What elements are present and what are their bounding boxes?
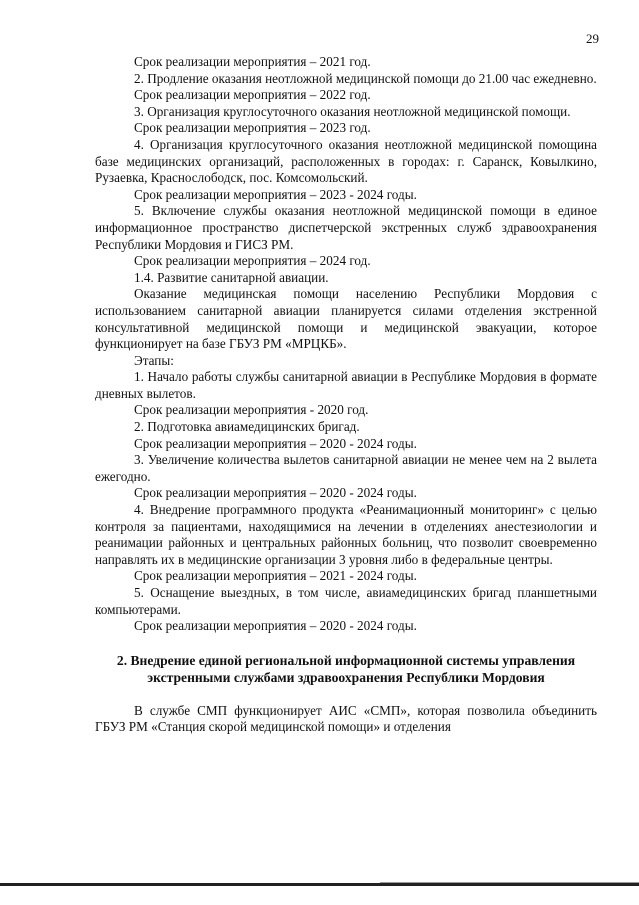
paragraph: Срок реализации мероприятия – 2023 - 2024 годы. [134,186,417,202]
paragraph: 5. Включение службы оказания неотложной медицинской помощи в единое информационное пространство диспетчерской экстренных служб здравоохранения Республики Мордовия и ГИСЗ РМ. [95,203,597,252]
paragraph: Срок реализации мероприятия – 2021 год. [134,54,371,69]
document-body [95,54,597,736]
paragraph: В службе СМП функционирует АИС «СМП», которая позволила объединить ГБУЗ РМ «Станция скорой медицинской помощи» и отделения [95,702,597,735]
paragraph: Срок реализации мероприятия – 2021 - 2024 годы. [134,568,417,584]
page-number: 29 [586,31,599,46]
paragraph: Срок реализации мероприятия – 2020 - 2024 годы. [134,485,417,501]
section-heading: 2. Внедрение единой региональной информационной системы управления экстренными службами здравоохранения Республики Мордовия [116,652,576,686]
paragraph: Оказание медицинская помощи населению Республики Мордовия с использованием санитарной авиации планируется силами отделения экстренной консультативной медицинской помощи и медицинской эвакуации, которое функционирует на базе ГБУЗ РМ «МРЦКБ». [95,286,597,352]
stages-label: Этапы: [134,352,174,368]
paragraph: Срок реализации мероприятия - 2020 год. [134,402,369,418]
paragraph: 4. Организация круглосуточного оказания неотложной медицинской помощина базе медицинских организаций, расположенных в городах: г. Саранск, Ковылкино, Рузаевка, Краснослободск, пос. Комсомольский. [95,136,597,186]
subsection-title: 1.4. Развитие санитарной авиации. [134,269,329,285]
paragraph: 3. Увеличение количества вылетов санитарной авиации не менее чем на 2 вылета ежегодно. [95,452,597,484]
paragraph: 1. Начало работы службы санитарной авиации в Республике Мордовия в формате дневных вылетов. [95,369,597,401]
paragraph: Срок реализации мероприятия – 2024 год. [134,253,371,269]
paragraph: Срок реализации мероприятия – 2020 - 2024 годы. [134,435,417,451]
spacer [95,635,597,652]
paragraph: 2. Подготовка авиамедицинских бригад. [134,419,360,435]
paragraph: Срок реализации мероприятия – 2022 год. [134,87,371,103]
paragraph: Срок реализации мероприятия – 2023 год. [134,120,371,136]
paragraph: 3. Организация круглосуточного оказания неотложной медицинской помощи. [134,103,571,119]
paragraph: 5. Оснащение выездных, в том числе, авиамедицинских бригад планшетными компьютерами. [95,585,597,617]
paragraph: Срок реализации мероприятия – 2020 - 2024 годы. [134,618,417,634]
paragraph: 4. Внедрение программного продукта «Реанимационный мониторинг» с целью контроля за пациентами, находящимися на лечении в отделениях анестезиологии и реанимации районных и центральных районных больниц, что позволит своевременно направлять их в медицинские организации 3 уровня либо в федеральные центры. [95,502,597,567]
footer-rule [0,883,639,886]
spacer [95,687,597,703]
paragraph: 2. Продление оказания неотложной медицинской помощи до 21.00 час ежедневно. [134,70,597,86]
